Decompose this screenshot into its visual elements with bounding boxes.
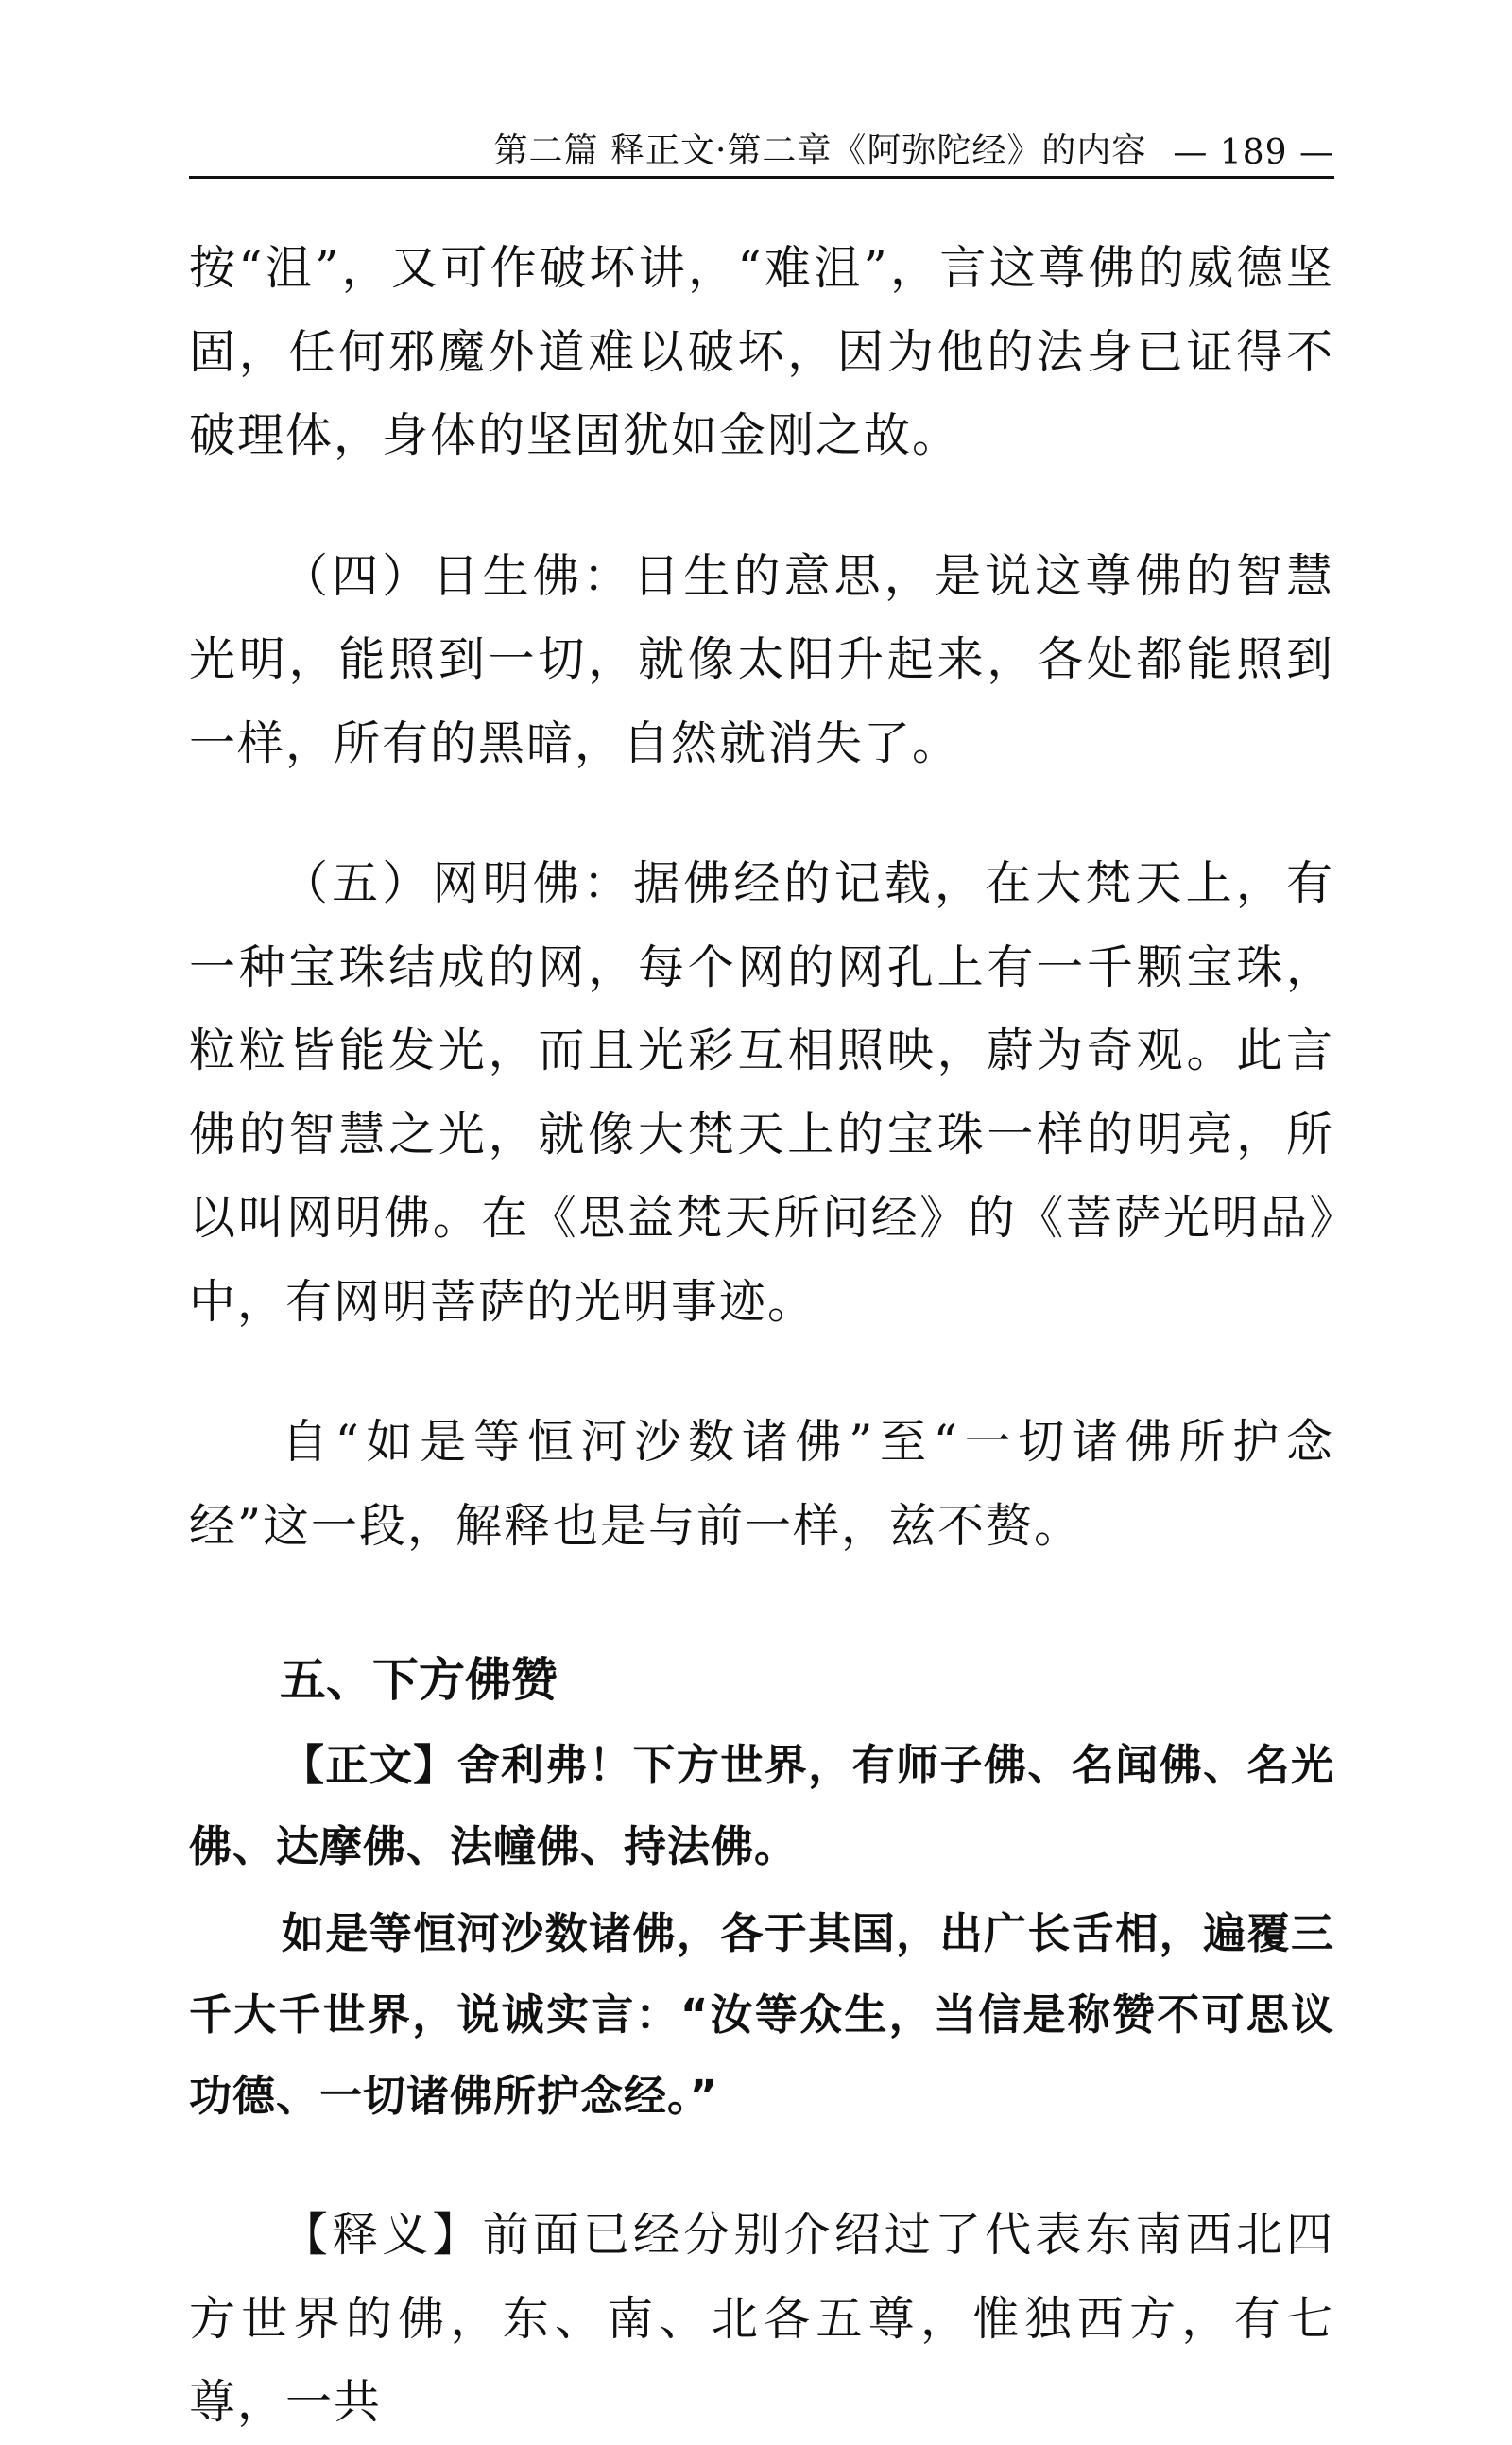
- paragraph-2: （四）日生佛：日生的意思，是说这尊佛的智慧光明，能照到一切，就像太阳升起来，各处都能照到一样，所有的黑暗，自然就消失了。: [189, 548, 1334, 770]
- paragraph-3: （五）网明佛：据佛经的记载，在大梵天上，有一种宝珠结成的网，每个网的网孔上有一千颗宝珠，粒粒皆能发光，而且光彩互相照映，蔚为奇观。此言佛的智慧之光，就像大梵天上的宝珠一样的明亮，所以叫网明佛。在《思益梵天所问经》的《菩萨光明品》中，有网明菩萨的光明事迹。: [189, 856, 1334, 1329]
- header-rule: [189, 176, 1334, 179]
- page-content: [189, 227, 1334, 2445]
- zhengwen-paragraph: [189, 1725, 1334, 1887]
- paragraph-1: 按“沮”，又可作破坏讲，“难沮”，言这尊佛的威德坚固，任何邪魔外道难以破坏，因为他的法身已证得不破理体，身体的坚固犹如金刚之故。: [189, 241, 1334, 462]
- paragraph-4: 自“如是等恒河沙数诸佛”至“一切诸佛所护念经”这一段，解释也是与前一样，兹不赘。: [189, 1415, 1334, 1553]
- section-heading: 五、下方佛赞: [280, 1653, 558, 1707]
- zhengwen-paragraph-2: 如是等恒河沙数诸佛，各于其国，出广长舌相，遍覆三千大千世界，说诚实言：“汝等众生，当信是称赞不可思议功德、一切诸佛所护念经。”: [189, 1908, 1334, 2121]
- shiyi-text: 前面已经分别介绍过了代表东南西北四方世界的佛，东、南、北各五尊，惟独西方，有七尊，一共: [189, 2208, 1334, 2429]
- zhengwen-text: 舍利弗！下方世界，有师子佛、名闻佛、名光佛、达摩佛、法幢佛、持法佛。: [189, 1740, 1334, 1871]
- running-title: 第二篇 释正文·第二章《阿弥陀经》的内容: [493, 131, 1147, 170]
- zhengwen-label: 【正文】: [282, 1740, 457, 1790]
- page-number: — 189 —: [1173, 133, 1334, 172]
- shiyi-paragraph: [189, 2194, 1334, 2445]
- shiyi-label: 【释义】: [282, 2208, 483, 2262]
- running-header: [189, 121, 1334, 172]
